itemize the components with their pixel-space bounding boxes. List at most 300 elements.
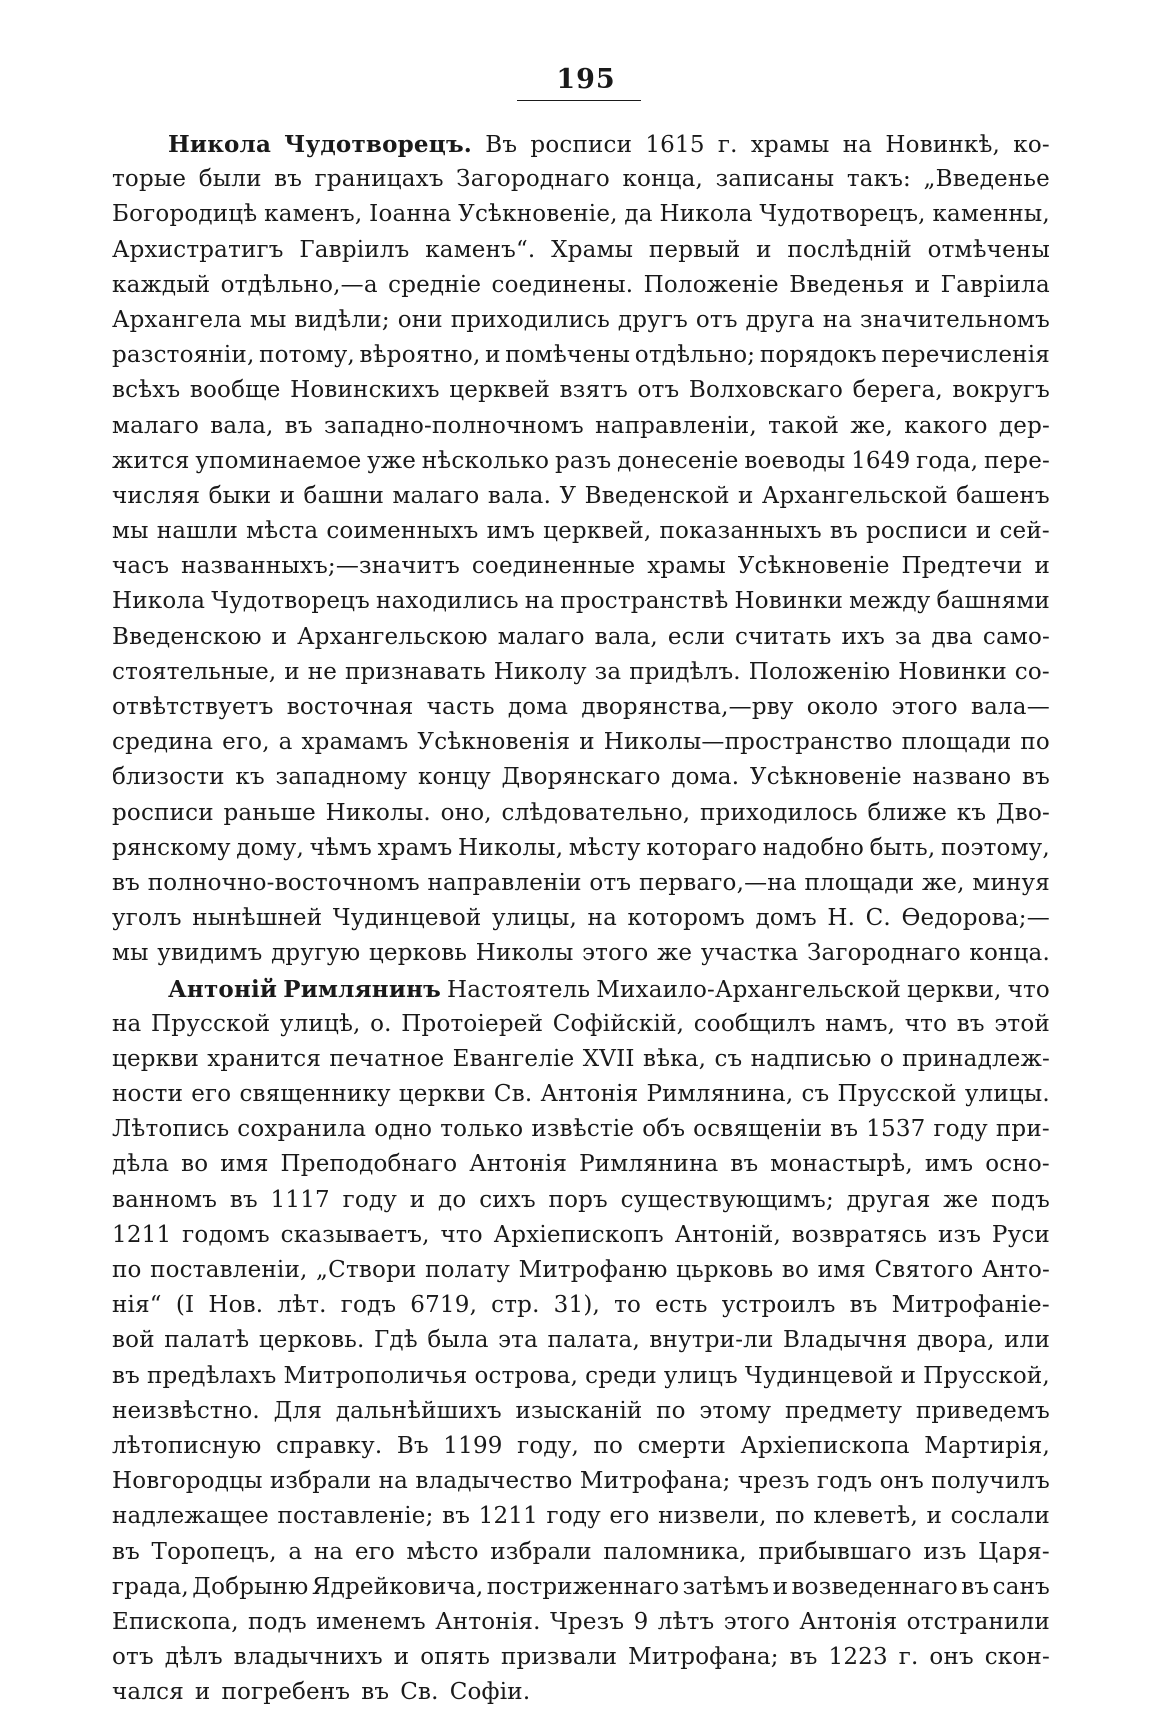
word: перваго,—на — [638, 869, 797, 896]
word: въ — [284, 412, 313, 439]
word: г. — [898, 1644, 919, 1671]
word: другую — [271, 940, 361, 967]
word: Гавріилъ — [299, 236, 410, 263]
word: поставленіе; — [277, 1503, 434, 1530]
text-line — [112, 1429, 1050, 1464]
word: храмы — [647, 553, 726, 580]
text-line — [112, 620, 1050, 655]
word: показанныхъ — [659, 518, 822, 545]
word: быть, — [869, 834, 936, 861]
word: Св. — [493, 1081, 533, 1108]
word: до — [438, 1186, 467, 1213]
word: имъ — [924, 1151, 974, 1178]
word: Руси — [991, 1221, 1050, 1248]
word: конца, — [622, 166, 704, 193]
word: приведемъ — [915, 1397, 1050, 1424]
word: сказываетъ, — [280, 1221, 430, 1248]
word: церковь. — [258, 1327, 365, 1354]
word: поэтому, — [940, 834, 1050, 861]
word: извѣстіе — [531, 1116, 635, 1143]
word: чался — [112, 1679, 184, 1706]
word: Положеніе — [643, 271, 779, 298]
word: клеветѣ, — [813, 1503, 918, 1530]
word: мы — [112, 518, 149, 545]
word: стоятельные, — [112, 658, 277, 685]
word: названныхъ;—значитъ — [181, 553, 460, 580]
word: объ — [642, 1116, 686, 1143]
word: была — [427, 1327, 489, 1354]
heading-word: Никола — [168, 131, 272, 158]
word: церкви — [112, 1045, 199, 1072]
word: находились — [376, 588, 519, 615]
word: хранится — [207, 1045, 322, 1072]
word: Николы — [475, 940, 574, 967]
word: воеводы — [744, 447, 846, 474]
word: приходились — [450, 306, 610, 333]
word: къ — [956, 799, 987, 826]
word: отдѣльно,—а — [220, 271, 378, 298]
word: со- — [1014, 658, 1050, 685]
word: 1223 — [828, 1644, 888, 1671]
page-number: 195 — [556, 64, 616, 95]
word: и — [737, 482, 754, 509]
word: на — [842, 132, 873, 158]
word: Архіепископа — [740, 1432, 910, 1459]
word: отдѣльно; — [634, 342, 756, 369]
text-line — [112, 479, 1050, 514]
word: мѣсту — [568, 834, 641, 861]
word: Антонія. — [435, 1608, 541, 1635]
word: Въ — [485, 132, 518, 158]
word: Чудинцевой — [744, 1362, 894, 1389]
word: Протоіерей — [401, 1010, 544, 1037]
word: Дво- — [995, 799, 1050, 826]
word: внутри-ли — [649, 1327, 774, 1354]
word: взятъ — [559, 377, 628, 404]
word: Архангельскою — [297, 623, 488, 650]
word: Антоній, — [674, 1221, 781, 1248]
word: Римлянина — [579, 1151, 719, 1178]
word: въ — [229, 1186, 258, 1213]
word: Усѣкновенія — [417, 729, 571, 756]
text-line — [112, 1253, 1050, 1288]
text-line — [112, 866, 1050, 901]
word: Нов. — [208, 1292, 264, 1319]
word: сихъ — [479, 1186, 536, 1213]
word: Чудотворецъ, — [759, 201, 926, 228]
word: Введенской — [584, 482, 730, 509]
word: росписи — [112, 799, 214, 826]
word: съ — [801, 1081, 830, 1108]
word: часъ — [112, 553, 170, 580]
word: Архіепископъ — [493, 1221, 664, 1248]
word: С. — [865, 905, 891, 932]
word: поръ — [548, 1186, 608, 1213]
word: дворянства,—рву — [581, 694, 794, 720]
word: ближе — [867, 799, 948, 826]
word: Николу — [493, 658, 587, 685]
word: башнями — [936, 588, 1050, 615]
word: Николы—пространство — [603, 729, 893, 756]
word: 1211 — [112, 1221, 172, 1248]
word: вала, — [210, 412, 274, 439]
word: минуя — [972, 869, 1050, 896]
text-line — [112, 1183, 1050, 1218]
word: низвели, — [658, 1503, 767, 1530]
word: монастырѣ, — [770, 1151, 913, 1178]
word: Іоанна — [369, 201, 452, 228]
word: намъ, — [825, 1010, 896, 1037]
word: названо — [912, 764, 1012, 791]
word: 31), — [553, 1292, 601, 1319]
word: на — [587, 905, 617, 932]
word: пространствѣ — [560, 588, 729, 615]
word: другая — [846, 1186, 931, 1213]
text-line — [112, 409, 1050, 444]
word: Мартирія, — [924, 1432, 1050, 1459]
word: среди — [585, 1362, 657, 1389]
word: владычество — [415, 1468, 573, 1495]
word: Епископа, — [112, 1608, 239, 1635]
word: сохранила — [237, 1116, 367, 1143]
word: Прусской — [837, 1081, 957, 1108]
word: Предтечи — [901, 553, 1023, 580]
text-line — [112, 972, 1050, 1007]
text-line — [112, 796, 1050, 831]
word: за — [594, 658, 622, 685]
word: Н. — [827, 905, 856, 932]
word: скон- — [984, 1644, 1050, 1671]
word: о. — [370, 1010, 392, 1037]
word: подъ — [991, 1186, 1050, 1213]
text-line — [112, 1464, 1050, 1499]
word: этой — [994, 1010, 1050, 1037]
word: 1211 — [478, 1503, 538, 1530]
word: въ — [961, 1573, 990, 1600]
word: изъ — [923, 1538, 967, 1565]
word: Введенскою — [112, 623, 262, 650]
text-line — [112, 1288, 1050, 1323]
word: малаго — [392, 482, 480, 509]
word: затѣмъ — [682, 1573, 770, 1600]
text-line — [112, 1218, 1050, 1253]
word: только — [440, 1116, 524, 1143]
word: г. — [717, 132, 738, 158]
word: и — [914, 271, 931, 298]
word: что — [440, 1221, 483, 1248]
word: вала, — [594, 623, 658, 650]
word: порядокъ — [759, 342, 877, 369]
word: (I — [175, 1292, 195, 1319]
word: въ — [830, 1116, 859, 1143]
word: подъ — [248, 1608, 307, 1635]
word: получилъ — [931, 1468, 1050, 1495]
word: церкви, — [907, 976, 1002, 1003]
word: соединены. — [491, 271, 634, 298]
word: же, — [850, 412, 894, 439]
word: имъ — [486, 518, 536, 545]
word: за — [894, 623, 922, 650]
word: придѣлъ. — [629, 658, 741, 685]
word: 1649 — [851, 447, 911, 474]
word: башни — [303, 482, 385, 509]
word: западно-полночномъ — [324, 412, 584, 439]
word: малаго — [112, 412, 200, 439]
word: значительномъ — [860, 306, 1050, 333]
word: нія“ — [112, 1292, 162, 1319]
text-line — [112, 936, 1050, 971]
word: его, — [222, 729, 270, 756]
word: считать — [735, 623, 832, 650]
word: мѣсто — [406, 1538, 479, 1565]
word: Новинкѣ, — [885, 132, 1001, 158]
text-line — [112, 373, 1050, 408]
word: этого — [582, 940, 649, 967]
word: и — [579, 729, 595, 756]
word: и — [975, 518, 992, 545]
word: по — [656, 1397, 686, 1424]
word: неизвѣстно. — [112, 1397, 260, 1424]
text-line — [112, 233, 1050, 268]
word: рянскому — [112, 834, 231, 861]
word: отъ — [112, 1644, 154, 1671]
text-line — [112, 1042, 1050, 1077]
word: эта — [498, 1327, 538, 1354]
word: Антонія — [540, 1081, 639, 1108]
word: году — [933, 1116, 988, 1143]
word: именемъ — [316, 1608, 426, 1635]
word: имя — [220, 1151, 269, 1178]
text-line — [112, 1535, 1050, 1570]
word: стр. — [491, 1292, 540, 1319]
word: малаго — [497, 623, 585, 650]
word: если — [667, 623, 726, 650]
word: полату — [425, 1257, 511, 1283]
word: лѣтъ — [657, 1608, 715, 1635]
word: само- — [982, 623, 1050, 650]
text-line — [112, 760, 1050, 795]
text-line — [112, 1394, 1050, 1429]
word: избрали — [269, 1468, 372, 1495]
word: улицы. — [964, 1081, 1050, 1108]
word: разъ — [554, 447, 612, 474]
word: въ — [274, 166, 303, 193]
word: вѣка, — [642, 1045, 707, 1072]
word: этого — [891, 694, 958, 720]
word: Царя- — [978, 1538, 1050, 1565]
word: вой — [112, 1327, 155, 1354]
word: Антонія — [469, 1151, 568, 1178]
word: осно- — [985, 1151, 1050, 1178]
word: улицы, — [491, 905, 578, 932]
word: вѣроятно, — [359, 342, 481, 369]
word: надлежащее — [112, 1503, 269, 1530]
word: признавать — [344, 658, 486, 685]
word: возвратясь — [791, 1221, 928, 1248]
word: годъ — [816, 1468, 873, 1495]
word: году — [342, 1186, 398, 1213]
word: направленіи, — [595, 412, 757, 439]
text-line — [112, 690, 1050, 725]
word: Св. — [400, 1679, 439, 1706]
word: года, — [916, 447, 979, 474]
word: вообще — [189, 377, 281, 404]
text-line — [112, 1359, 1050, 1394]
text-line — [112, 549, 1050, 584]
word: Прусской, — [923, 1362, 1050, 1389]
word: Гдѣ — [374, 1327, 418, 1354]
text-line — [112, 1605, 1050, 1640]
word: они — [397, 306, 443, 333]
word: Митрополичья — [283, 1362, 468, 1389]
word: ности — [112, 1081, 184, 1108]
word: „Введенье — [923, 166, 1050, 193]
word: палата, — [547, 1327, 640, 1354]
text-line — [112, 1077, 1050, 1112]
word: справку. — [275, 1432, 383, 1459]
word: Новинскихъ — [290, 377, 440, 404]
text-line — [112, 831, 1050, 866]
word: этому — [699, 1397, 772, 1424]
word: есть — [655, 1292, 708, 1319]
word: соединенные — [471, 553, 636, 580]
word: мы — [249, 306, 287, 333]
word: восточная — [286, 694, 414, 720]
word: Преподобнаго — [280, 1151, 458, 1178]
word: Никола — [112, 588, 206, 615]
word: ихъ — [841, 623, 885, 650]
word: о — [879, 1045, 894, 1072]
word: онъ — [929, 1644, 974, 1671]
text-line — [112, 584, 1050, 619]
word: пере- — [983, 447, 1050, 474]
word: домъ — [755, 905, 817, 932]
word: то — [614, 1292, 642, 1319]
word: и — [279, 482, 296, 509]
word: западному — [275, 764, 408, 791]
word: прибывшаго — [758, 1538, 912, 1565]
word: Настоятель — [447, 976, 591, 1003]
word: на — [822, 306, 853, 333]
word: дер- — [998, 412, 1050, 439]
word: „Створи — [316, 1257, 417, 1283]
word: Евангеліе — [452, 1045, 575, 1072]
word: устроилъ — [721, 1292, 836, 1319]
word: Усѣкновеніе — [737, 553, 890, 580]
word: поставленіи, — [150, 1257, 308, 1283]
word: отъ — [637, 377, 680, 404]
text-line — [112, 1499, 1050, 1534]
word: торые — [112, 166, 187, 193]
word: въ — [829, 518, 858, 545]
word: средина — [112, 729, 214, 756]
word: въ — [442, 1503, 471, 1530]
word: и — [284, 658, 300, 685]
word: конца. — [969, 940, 1050, 967]
word: вала— — [970, 694, 1050, 720]
word: его — [191, 1081, 232, 1108]
text-line — [112, 162, 1050, 197]
word: вокругъ — [952, 377, 1050, 404]
word: каменъ“. — [425, 236, 536, 263]
word: перечисленія — [881, 342, 1050, 369]
word: Лѣтопись — [112, 1116, 230, 1143]
word: Положенію — [748, 658, 891, 685]
word: каменъ, — [264, 201, 363, 228]
word: 1117 — [270, 1186, 330, 1213]
word: жится — [112, 447, 190, 474]
word: по — [775, 1503, 805, 1530]
word: послѣдній — [787, 236, 912, 263]
word: что — [1007, 976, 1050, 1003]
word: Загороднаго — [456, 166, 610, 193]
word: Введенья — [789, 271, 905, 298]
word: въ — [112, 1538, 140, 1565]
word: не — [307, 658, 338, 685]
word: по — [593, 1432, 624, 1459]
word: погребенъ — [221, 1679, 351, 1706]
word: упоминаемое — [195, 447, 362, 474]
word: имя — [817, 1257, 866, 1283]
word: сей- — [999, 518, 1050, 545]
text-line — [112, 1147, 1050, 1182]
word: первый — [648, 236, 741, 263]
word: же, — [921, 869, 965, 896]
word: быки — [208, 482, 272, 509]
word: и — [772, 1573, 789, 1600]
word: друга — [745, 306, 815, 333]
word: въ — [1022, 764, 1050, 791]
text-line — [112, 725, 1050, 760]
word: другъ — [617, 306, 688, 333]
word: отстранили — [906, 1608, 1050, 1635]
word: Чрезъ — [549, 1608, 625, 1635]
word: Для — [273, 1397, 323, 1424]
word: XVII — [582, 1045, 635, 1072]
word: 1199 — [443, 1432, 503, 1459]
word: отвѣтствуетъ — [112, 694, 274, 720]
word: въ — [730, 1151, 759, 1178]
word: и — [393, 1644, 410, 1671]
word: У — [559, 482, 577, 509]
word: и — [926, 1503, 943, 1530]
text-line — [112, 514, 1050, 549]
text-line — [112, 1675, 1050, 1710]
word: его — [609, 1503, 650, 1530]
word: разстояніи, — [112, 342, 255, 369]
word: одно — [374, 1116, 433, 1143]
word: Митрофаню — [518, 1257, 668, 1283]
word: лѣтописную — [112, 1432, 262, 1459]
word: смерти — [637, 1432, 726, 1459]
word: сообщилъ — [693, 1010, 816, 1037]
word: между — [849, 588, 931, 615]
word: сослали — [950, 1503, 1050, 1530]
word: границахъ — [314, 166, 444, 193]
word: площади — [901, 729, 1012, 756]
word: изысканій — [515, 1397, 643, 1424]
word: которомъ — [627, 905, 745, 932]
word: Софійскій, — [552, 1010, 685, 1037]
word: острова, — [474, 1362, 579, 1389]
header-rule — [517, 100, 641, 101]
text-line — [112, 1112, 1050, 1147]
word: оно, — [440, 799, 492, 826]
word: же — [657, 940, 693, 967]
word: Архангела — [112, 306, 242, 333]
word: церкви — [398, 1081, 486, 1108]
word: площади — [804, 869, 915, 896]
